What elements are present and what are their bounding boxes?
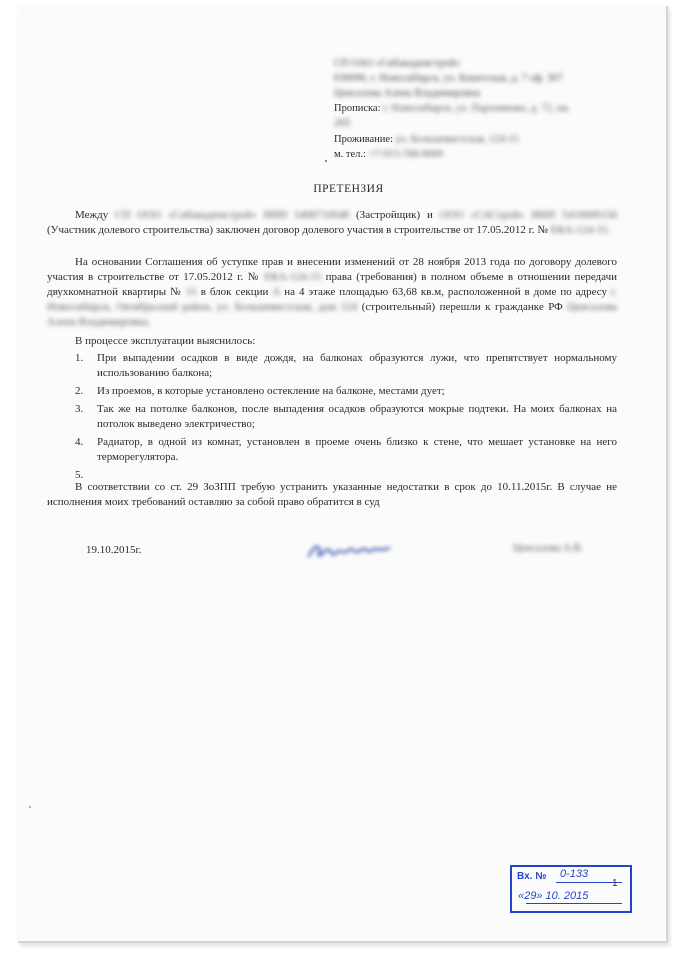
list-item: [47, 435, 617, 465]
ink-dot: [325, 160, 327, 162]
document-date: 19.10.2015г.: [86, 544, 142, 556]
registration-value: г. Новосибирск, ул. Пархоменко, д. 72, кв.: [383, 103, 570, 114]
list-item: [47, 351, 617, 381]
para2-text-3: в блок секции: [200, 286, 269, 298]
stamp-incoming-number: 0-133: [560, 868, 589, 880]
para2-text-1: На основании Соглашения об уступке прав и внесении изменений от 28 ноября 2013 года по договору долевого участия в строительстве от 17.05.2012 г. №: [47, 256, 617, 283]
header-registration: [334, 101, 624, 116]
stamp-date-line: [526, 903, 622, 904]
section-letter: А: [272, 286, 281, 298]
paragraph-findings-intro: В процессе эксплуатации выяснилось:: [75, 335, 256, 347]
developer-role: (Застройщик) и: [356, 209, 433, 221]
developer-name: СП ООО «Сибакадемстрой» ИНН 5406710048: [115, 209, 350, 221]
item-text: Из проемов, в которые установлено остекление на балконе, местами дует;: [97, 385, 445, 397]
participant-name: ООО «САСтрой» ИНН 5410000156: [439, 209, 618, 221]
item-text: Радиатор, в одной из комнат, установлен в проеме очень близко к стене, что мешает установке на него терморегулятора.: [97, 436, 617, 463]
list-item: [47, 402, 617, 432]
item-number: 1.: [75, 352, 84, 364]
para2-text-5: (строительный) перешли к гражданке РФ: [361, 301, 563, 313]
stamp-label: Вх. №: [517, 871, 547, 882]
signer-name: Ценсалова А.В.: [513, 543, 583, 554]
item-text: При выпадении осадков в виде дождя, на балконах образуются лужи, что препятствует нормальному использованию балкона;: [97, 352, 617, 379]
para1-prefix: Между: [75, 209, 109, 221]
list-item: [47, 384, 617, 399]
item-number: 4.: [75, 436, 84, 448]
header-residence: [334, 132, 519, 147]
incoming-stamp: [510, 865, 632, 913]
paragraph-assignment: [47, 255, 617, 330]
stamp-page-count: 1: [612, 878, 618, 889]
contract-number: ЕКА-124-15.: [550, 224, 611, 236]
registration-value-2: 203: [334, 118, 350, 129]
handwritten-signature: [305, 538, 393, 564]
participant-role: (Участник долевого строительства) заключен договор долевого участия в строительстве от 17.05.2012 г. №: [47, 224, 548, 236]
phone-value: +7-913-768-9009: [368, 149, 443, 160]
defects-list: [47, 351, 617, 486]
item-number: 2.: [75, 385, 84, 397]
para2-contract-number: ЕКА-124-15: [264, 271, 322, 283]
registration-label: Прописка:: [334, 103, 381, 114]
para2-person-name: Ценсалова Алена Владимировна.: [47, 301, 618, 328]
header-phone: [334, 147, 443, 162]
header-company: СП ОАО «Сибакадемстрой»: [334, 58, 461, 69]
item-text: Так же на потолке балконов, после выпадения осадков образуются мокрые подтеки. На моих балконах на потолок выведено электричество;: [97, 403, 617, 430]
residence-label: Проживание:: [334, 134, 393, 145]
apartment-number: 15: [185, 286, 197, 298]
margin-mark: [29, 806, 31, 808]
phone-label: м. тел.:: [334, 149, 366, 160]
document-title: ПРЕТЕНЗИЯ: [313, 183, 384, 195]
residence-value: ул. Большевистская, 124-15: [395, 134, 519, 145]
para2-text-2: права (требования) в полном объеме в отношении передачи двухкомнатной квартиры №: [47, 271, 618, 298]
paragraph-demand: В соответствии со ст. 29 ЗоЗПП требую устранить указанные недостатки в срок до 10.11.2015г. В случае не исполнения моих требований оставляю за собой право обратится в суд: [47, 481, 617, 508]
stamp-date: «29» 10. 2015: [518, 890, 589, 902]
paragraph-parties: [47, 208, 617, 238]
item-number: 5.: [75, 469, 84, 481]
para2-text-4: на 4 этаже площадью 63,68 кв.м, расположенной в доме по адресу: [284, 286, 608, 298]
property-address: г. Новосибирск, Октябрьский район, ул. Большевистская, дом 124: [47, 286, 618, 313]
header-person: Ценсалова Алена Владимировна: [334, 88, 481, 99]
header-company-address: 630090, г. Новосибирск, ул. Кинетская, д. 7 оф. 307: [334, 73, 563, 84]
item-number: 3.: [75, 403, 84, 415]
